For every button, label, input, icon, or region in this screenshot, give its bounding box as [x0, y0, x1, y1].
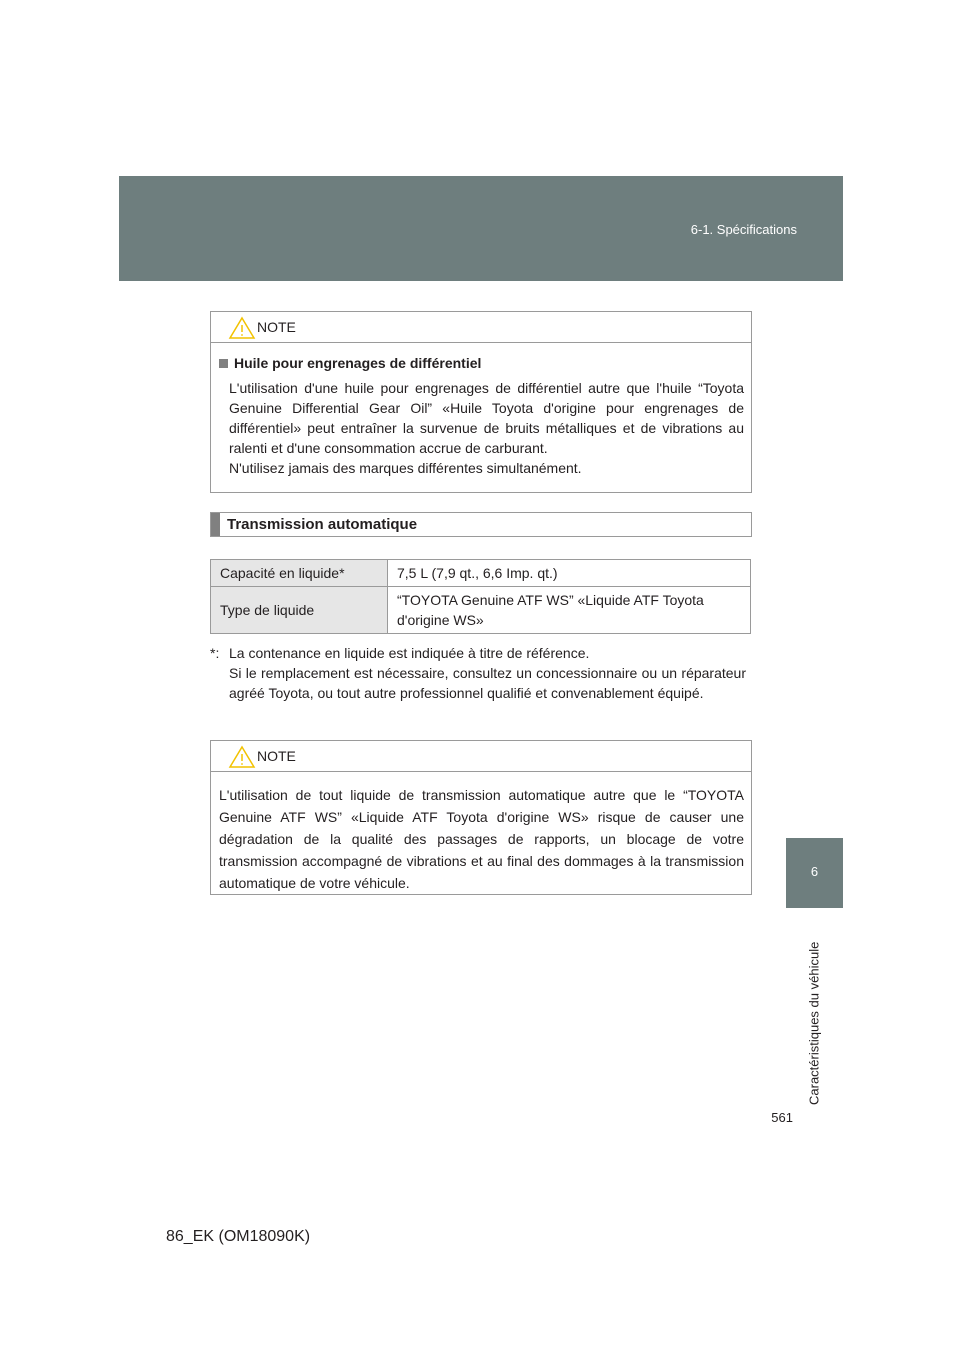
- warning-icon: [228, 745, 256, 769]
- table-cell-label: Capacité en liquide*: [211, 560, 388, 587]
- note-subtitle-text: Huile pour engrenages de différentiel: [234, 355, 482, 371]
- note-box-atf: [210, 740, 752, 895]
- note-box-differential: [210, 311, 752, 493]
- document-code: 86_EK (OM18090K): [166, 1228, 311, 1245]
- table-cell-value: “TOYOTA Genuine ATF WS” «Liquide ATF Toyota d'origine WS»: [388, 587, 751, 634]
- square-bullet-icon: [219, 359, 228, 368]
- warning-icon: [228, 316, 256, 340]
- footnote: [210, 643, 746, 703]
- section-heading-title: Transmission automatique: [227, 516, 418, 533]
- note-text-2: N'utilisez jamais des marques différentes simultanément.: [229, 460, 582, 476]
- table-cell-value: 7,5 L (7,9 qt., 6,6 Imp. qt.): [388, 560, 751, 587]
- note-title: NOTE: [257, 319, 296, 335]
- note-text: L'utilisation de tout liquide de transmission automatique autre que le “TOYOTA Genuine ATF WS” «Liquide ATF Toyota d'origine WS» risque de causer une dégradation de la qualité des passages de rapports, un blocage de votre transmission accompagné de vibrations et au final des dommages à la transmission automatique de votre véhicule.: [219, 787, 744, 891]
- header-section-title: 6-1. Spécifications: [690, 222, 797, 237]
- chapter-tab: [786, 838, 843, 908]
- note-title: NOTE: [257, 748, 296, 764]
- chapter-title: Caractéristiques du véhicule: [806, 941, 822, 1105]
- table-cell-label: Type de liquide: [211, 587, 388, 634]
- footnote-line-2: Si le remplacement est nécessaire, consultez un concessionnaire ou un réparateur agréé Toyota, ou tout autre professionnel qualifié et convenablement équipé.: [229, 665, 746, 701]
- note-header: [211, 312, 751, 343]
- chapter-number: 6: [810, 864, 819, 879]
- note-header: [211, 741, 751, 772]
- header-band: [119, 176, 843, 281]
- footnote-mark: *:: [210, 645, 220, 661]
- note-subtitle: [219, 353, 744, 373]
- section-heading-bar: [211, 513, 220, 536]
- table-row: [211, 560, 751, 587]
- note-text: L'utilisation d'une huile pour engrenages de différentiel autre que l'huile “Toyota Genuine Differential Gear Oil” «Huile Toyota d'origine pour engrenages de différentiel» peut entraîner la survenue de bruits métalliques et de vibrations au ralenti et d'une consommation accrue de carburant.: [229, 380, 744, 456]
- section-heading: [210, 512, 752, 537]
- footnote-line-1: La contenance en liquide est indiquée à titre de référence.: [229, 645, 590, 661]
- page-number: 561: [771, 1110, 793, 1125]
- table-row: [211, 587, 751, 634]
- spec-table: [210, 559, 751, 634]
